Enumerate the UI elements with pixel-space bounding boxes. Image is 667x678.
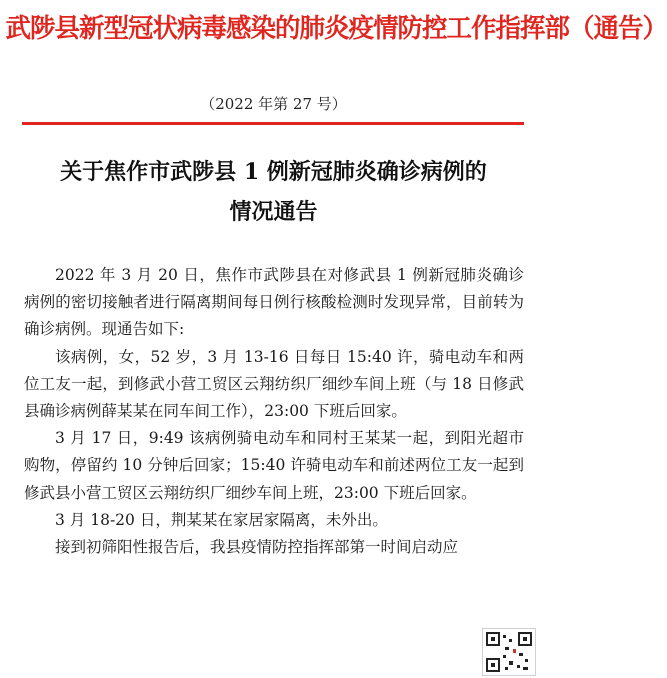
- notice-title-line-1: 关于焦作市武陟县 1 例新冠肺炎确诊病例的: [60, 159, 487, 185]
- body-paragraph: 接到初筛阳性报告后，我县疫情防控指挥部第一时间启动应: [55, 538, 459, 557]
- red-divider: [22, 122, 524, 125]
- body-paragraph: 2022 年 3 月 20 日，焦作市武陟县在对修武县 1 例新冠肺炎确诊病例的密切接触者进行隔离期间每日例行核酸检测时发现异常，目前转为确诊病例。现通告如下:: [24, 266, 524, 339]
- body-paragraph: 3 月 18-20 日，荆某某在家居家隔离，未外出。: [55, 510, 388, 529]
- masthead-title: 武陟县新型冠状病毒感染的肺炎疫情防控工作指挥部（通告）: [5, 14, 667, 44]
- notice-title-line-2: 情况通告: [229, 199, 318, 225]
- notice-body: [24, 262, 524, 561]
- body-paragraph: 3 月 17 日，9:49 该病例骑电动车和同村王某某一起，到阳光超市购物，停留约 10 分钟后回家；15:40 许骑电动车和前述两位工友一起到修武县小营工贸区云翔纺织厂细纱车间上班，23:00 下班后回家。: [24, 429, 524, 502]
- qr-code-icon: [482, 628, 536, 676]
- body-paragraph: 该病例，女，52 岁，3 月 13-16 日每日 15:40 许，骑电动车和两位工友一起，到修武小营工贸区云翔纺织厂细纱车间上班（与 18 日修武县确诊病例薛某某在同车间工作），23:00 下班后回家。: [24, 347, 524, 421]
- notice-title: [0, 152, 547, 232]
- issue-number: （2022 年第 27 号）: [200, 95, 347, 113]
